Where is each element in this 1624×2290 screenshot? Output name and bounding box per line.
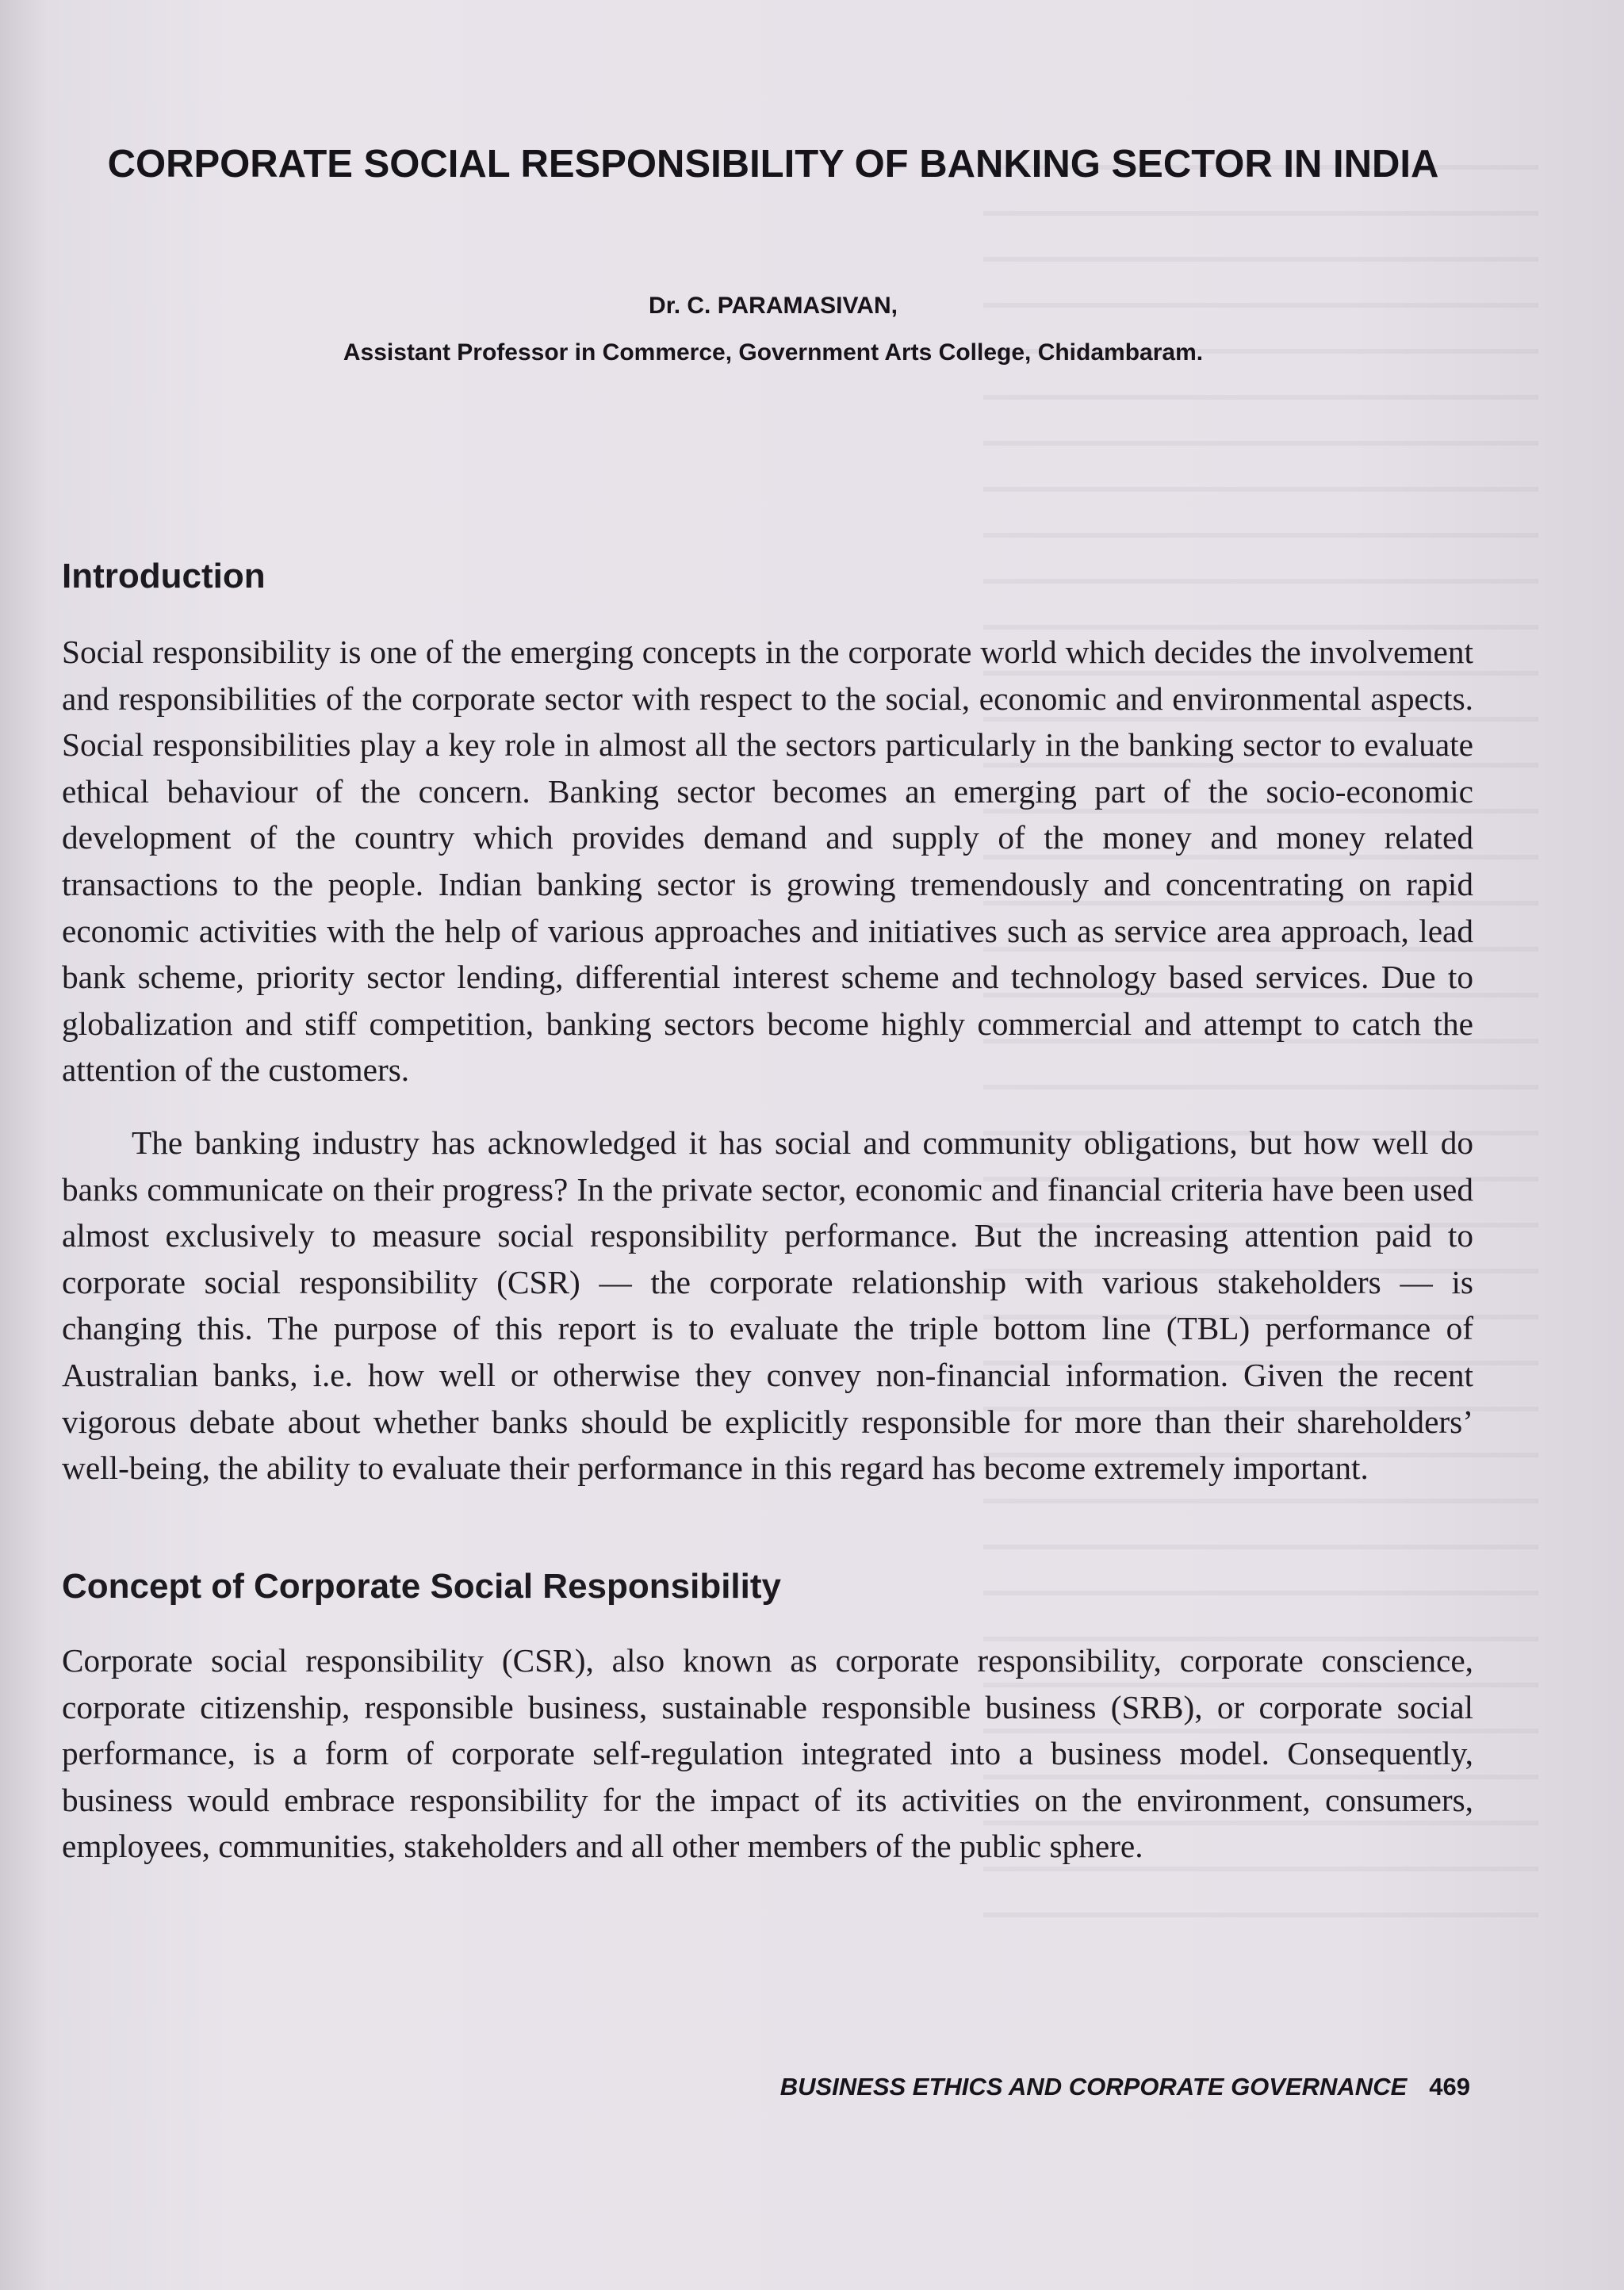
page-number: 469 bbox=[1429, 2073, 1470, 2100]
running-title: BUSINESS ETHICS AND CORPORATE GOVERNANCE bbox=[779, 2073, 1408, 2100]
author-affiliation: Assistant Professor in Commerce, Government Arts College, Chidambaram. bbox=[343, 339, 1204, 366]
concept-paragraph-1: Corporate social responsibility (CSR), also known as corporate responsibility, corporate conscience, corporate citizenship, responsible business, sustainable responsible business (SRB), or corporate social performance, is a form of corporate self-regulation integrated into a business model. Consequently, business would embrace responsibility for the impact of its activities on the environment, consumers, employees, communities, stakeholders and all other members of the public sphere. bbox=[62, 1642, 1473, 1865]
introduction-paragraph-2: The banking industry has acknowledged it has social and community obligations, but how well do banks communicate on their progress? In the private sector, economic and financial criteria have been used almost exclusively to measure social responsibility performance. But the increasing attention paid to corporate social responsibility (CSR) — the corporate relationship with various stakeholders — is changing this. The purpose of this report is to evaluate the triple bottom line (TBL) performance of Australian banks, i.e. how well or otherwise they convey non-financial information. Given the recent vigorous debate about whether banks should be explicitly responsible for more than their shareholders’ well-being, the ability to evaluate their performance in this regard has become extremely important. bbox=[62, 1124, 1473, 1487]
author-name: Dr. C. PARAMASIVAN, bbox=[649, 293, 898, 319]
introduction-paragraph-1: Social responsibility is one of the emerging concepts in the corporate world which decides the involvement and responsibilities of the corporate sector with respect to the social, economic and environmental aspects. Social responsibilities play a key role in almost all the sectors particularly in the banking sector to evaluate ethical behaviour of the concern. Banking sector becomes an emerging part of the socio-economic development of the country which provides demand and supply of the money and money related transactions to the people. Indian banking sector is growing tremendously and concentrating on rapid economic activities with the help of various approaches and initiatives such as service area approach, lead bank scheme, priority sector lending, differential interest scheme and technology based services. Due to globalization and stiff competition, banking sectors become highly commercial and attempt to catch the attention of the customers. bbox=[62, 634, 1473, 1089]
section-heading-introduction: Introduction bbox=[62, 557, 266, 595]
paper-title: CORPORATE SOCIAL RESPONSIBILITY OF BANKING SECTOR IN INDIA bbox=[107, 143, 1439, 186]
section-heading-concept-csr: Concept of Corporate Social Responsibility bbox=[62, 1567, 782, 1606]
page-footer bbox=[661, 2070, 1470, 2104]
